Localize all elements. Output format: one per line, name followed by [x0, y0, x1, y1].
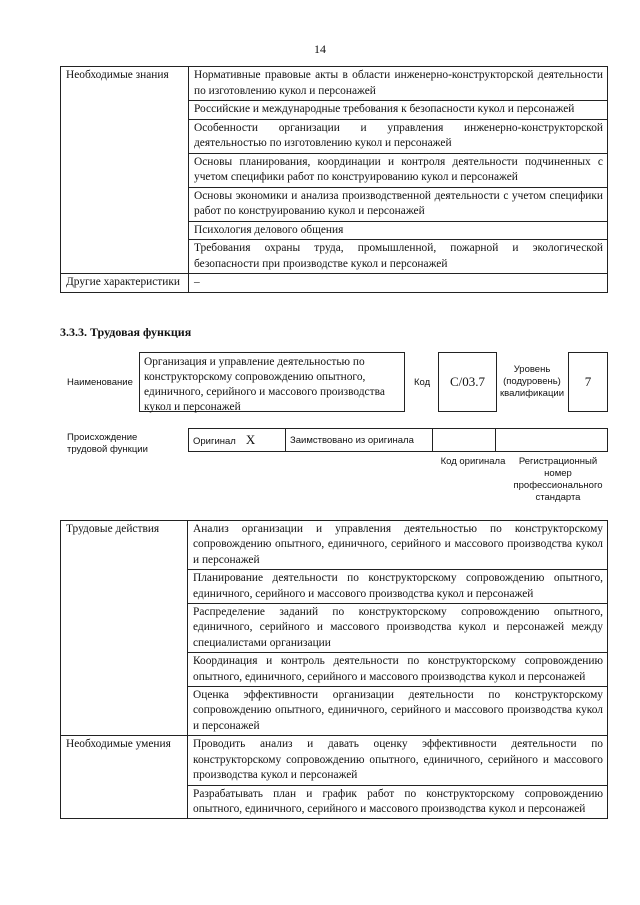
- row-label-skills: Необходимые умения: [61, 736, 188, 819]
- knowledge-item: Психология делового общения: [189, 221, 608, 240]
- level-label: Уровень (подуровень) квалификации: [499, 364, 565, 399]
- knowledge-item: Нормативные правовые акты в области инженерно-конструкторской деятельности по изготовлению кукол и персонажей: [189, 67, 608, 101]
- function-code: C/03.7: [438, 352, 497, 412]
- function-name: Организация и управление деятельностью по конструкторскому сопровождению опытного, единичного, серийного и массового производства кукол и персонажей: [139, 352, 405, 412]
- row-label-knowledge: Необходимые знания: [61, 67, 189, 274]
- action-item: Распределение заданий по конструкторскому сопровождению опытного, единичного, серийного и массового производства кукол и персонажей между специалистами организации: [188, 604, 608, 653]
- skill-item: Проводить анализ и давать оценку эффективности деятельности по конструкторскому сопровождению опытного, единичного, серийного и массового производства кукол и персонажей: [188, 736, 608, 785]
- other-item: –: [189, 274, 608, 293]
- knowledge-item: Особенности организации и управления инженерно-конструкторской деятельностью по изготовлению кукол и персонажей: [189, 119, 608, 153]
- knowledge-item: Основы планирования, координации и контроля деятельности подчиненных с учетом специфики работ по конструированию кукол и персонажей: [189, 153, 608, 187]
- origin-code-caption: Код оригинала: [440, 456, 506, 467]
- original-cell: [189, 429, 286, 452]
- knowledge-item: Основы экономики и анализа производственной деятельности с учетом специфики работ по конструированию кукол и персонажей: [189, 187, 608, 221]
- action-item: Анализ организации и управления деятельностью по конструкторскому сопровождению опытного, единичного, серийного и массового производства кукол и персонажей: [188, 521, 608, 570]
- section-heading: 3.3.3. Трудовая функция: [60, 325, 192, 339]
- original-label: Оригинал: [193, 436, 236, 447]
- row-label-other: Другие характеристики: [61, 274, 189, 293]
- reg-number-caption: Регистрационный номер профессионального стандарта: [513, 456, 603, 503]
- origin-table: [188, 428, 608, 452]
- origin-code-cell: [433, 429, 496, 452]
- action-item: Оценка эффективности организации деятельности по конструкторскому сопровождению опытного, единичного, серийного и массового производства кукол и персонажей: [188, 687, 608, 736]
- row-label-actions: Трудовые действия: [61, 521, 188, 736]
- qualification-level: 7: [568, 352, 608, 412]
- page-number: 14: [314, 42, 326, 56]
- skill-item: Разрабатывать план и график работ по конструкторскому сопровождению опытного, единичного, серийного и массового производства кукол и персонажей: [188, 785, 608, 819]
- knowledge-item: Требования охраны труда, промышленной, пожарной и экологической безопасности при производстве кукол и персонажей: [189, 240, 608, 274]
- code-label: Код: [414, 377, 431, 388]
- name-label: Наименование: [67, 377, 133, 388]
- knowledge-table: [60, 66, 608, 293]
- functions-table: [60, 520, 608, 819]
- origin-label: Происхождение трудовой функции: [67, 432, 148, 455]
- borrowed-label: Заимствовано из оригинала: [286, 429, 433, 452]
- knowledge-item: Российские и международные требования к безопасности кукол и персонажей: [189, 101, 608, 120]
- original-mark: X: [245, 432, 256, 447]
- action-item: Координация и контроль деятельности по конструкторскому сопровождению опытного, единичного, серийного и массового производства кукол и персонажей: [188, 653, 608, 687]
- action-item: Планирование деятельности по конструкторскому сопровождению опытного, единичного, серийного и массового производства кукол и персонажей: [188, 570, 608, 604]
- reg-number-cell: [496, 429, 608, 452]
